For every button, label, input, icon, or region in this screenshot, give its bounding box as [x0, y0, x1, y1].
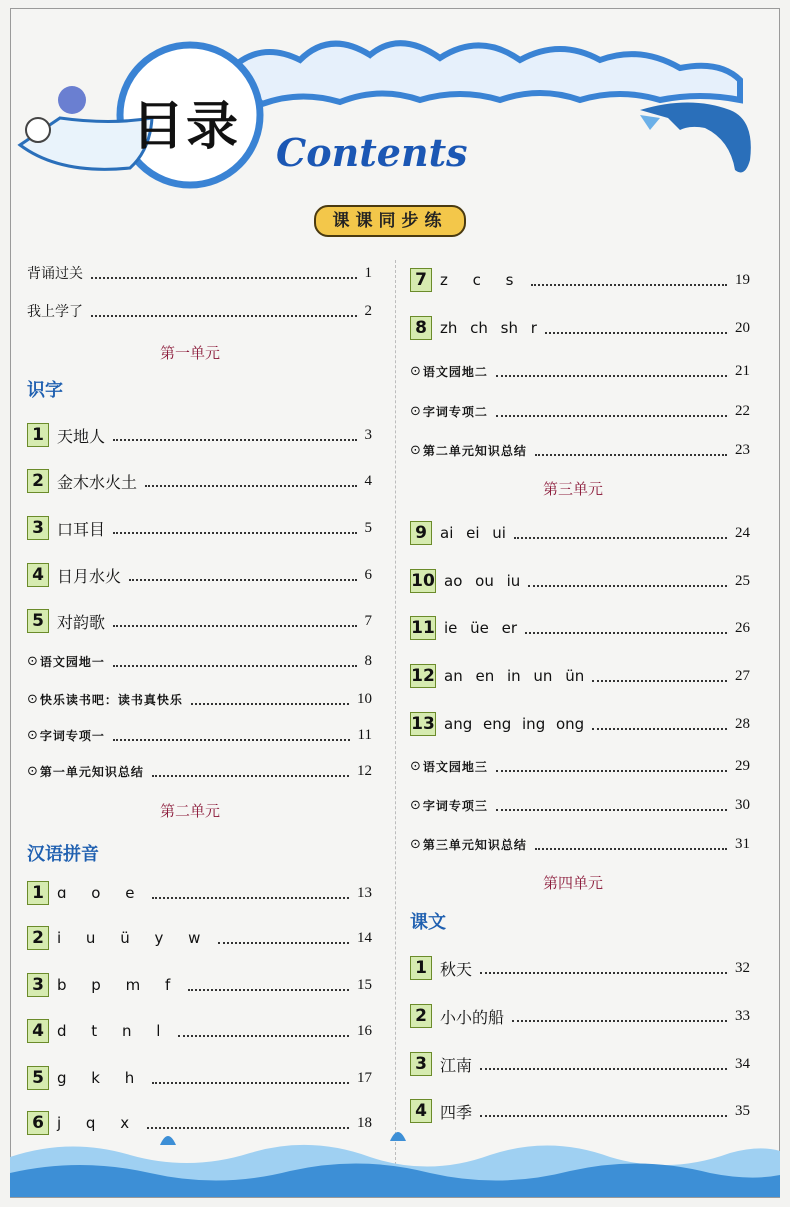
entry-title: an en in un ün: [444, 667, 585, 685]
entry-title: 对韵歌: [57, 612, 106, 632]
entry-title: 第一单元知识总结: [39, 764, 144, 779]
toc-entry[interactable]: [27, 878, 372, 908]
toc-entry[interactable]: [410, 953, 750, 983]
lesson-number: 1: [410, 956, 432, 980]
entry-title: 江南: [440, 1055, 473, 1075]
leader-dots: [91, 276, 357, 279]
toc-entry[interactable]: [410, 1049, 750, 1079]
target-icon: ⊙: [27, 727, 38, 743]
dolphin-icon: [640, 103, 751, 173]
leader-dots: [592, 727, 727, 730]
entry-title: ɑ o e: [57, 884, 145, 902]
page-number: 34: [735, 1055, 750, 1072]
leader-dots: [113, 738, 350, 741]
page-number: 1: [364, 264, 372, 281]
page-number: 10: [357, 690, 372, 707]
toc-entry[interactable]: [27, 1016, 372, 1046]
page-number: 19: [735, 271, 750, 288]
toc-entry[interactable]: [410, 1001, 750, 1031]
page-number: 14: [357, 929, 372, 946]
lesson-number: 11: [411, 618, 435, 638]
toc-entry[interactable]: [27, 258, 372, 288]
page-number: 3: [364, 426, 372, 443]
page-number: 27: [735, 667, 750, 684]
leader-dots: [535, 847, 727, 850]
entry-title: z c s: [440, 271, 524, 289]
category-heading: 识字: [27, 380, 63, 401]
target-icon: ⊙: [410, 836, 421, 852]
page-number: 17: [357, 1069, 372, 1086]
leader-dots: [152, 896, 349, 899]
page-number: 26: [735, 619, 750, 636]
page-number: 22: [735, 402, 750, 419]
unit-heading: 第一单元: [160, 344, 221, 362]
page-number: 24: [735, 524, 750, 541]
entry-title: 秋天: [440, 959, 473, 979]
unit-heading: 第三单元: [543, 480, 604, 498]
target-icon: ⊙: [27, 691, 38, 707]
leader-dots: [512, 1019, 727, 1022]
leader-dots: [496, 808, 727, 811]
section-badge: 课课同步练: [314, 205, 466, 237]
entry-title: ie üe er: [444, 619, 518, 637]
lesson-number: 3: [27, 516, 49, 540]
page-number: 2: [364, 302, 372, 319]
toc-entry[interactable]: [27, 560, 372, 590]
category-heading: 课文: [410, 912, 446, 933]
target-icon: ⊙: [410, 797, 421, 813]
target-icon: ⊙: [27, 653, 38, 669]
toc-entry[interactable]: [410, 613, 750, 643]
entry-title: zh ch sh r: [440, 319, 537, 337]
leader-dots: [145, 484, 356, 487]
leader-dots: [152, 774, 349, 777]
leader-dots: [545, 331, 727, 334]
entry-title: 我上学了: [27, 304, 83, 320]
toc-entry[interactable]: [410, 829, 750, 859]
toc-entry[interactable]: [410, 566, 750, 596]
page-number: 11: [357, 726, 372, 743]
entry-title: 天地人: [57, 426, 106, 446]
target-icon: ⊙: [27, 763, 38, 779]
wave-front-icon: [10, 1163, 780, 1197]
toc-entry[interactable]: [27, 296, 372, 326]
leader-dots: [113, 438, 356, 441]
entry-title: 背诵过关: [27, 266, 83, 282]
leader-dots: [528, 584, 727, 587]
lesson-number: 1: [27, 423, 49, 447]
target-icon: ⊙: [410, 758, 421, 774]
entry-title: 语文园地二: [422, 364, 488, 379]
leader-dots: [592, 679, 727, 682]
entry-title: 第二单元知识总结: [422, 443, 527, 458]
page-title: 目录: [132, 97, 241, 157]
entry-title: ao ou iu: [444, 572, 521, 590]
page-number: 28: [735, 715, 750, 732]
toc-entry[interactable]: [27, 1063, 372, 1093]
wave-decoration: [10, 1114, 780, 1197]
leader-dots: [152, 1081, 349, 1084]
entry-title: 字词专项二: [422, 404, 488, 419]
leader-dots: [218, 941, 349, 944]
page-number: 32: [735, 959, 750, 976]
leader-dots: [91, 314, 357, 317]
page-number: 12: [357, 762, 372, 779]
toc-entry[interactable]: [27, 756, 372, 786]
lesson-number: 5: [27, 609, 49, 633]
toc-entry[interactable]: [27, 720, 372, 750]
leader-dots: [480, 971, 727, 974]
lesson-number: 2: [27, 469, 49, 493]
droplet-icon: [160, 1136, 176, 1145]
lesson-number: 4: [27, 1019, 49, 1043]
leader-dots: [514, 536, 727, 539]
entry-title: 字词专项三: [422, 798, 488, 813]
leader-dots: [496, 414, 727, 417]
page-number: 25: [735, 572, 750, 589]
page-number: 30: [735, 796, 750, 813]
toc-entry[interactable]: [410, 435, 750, 465]
lesson-number: 2: [410, 1004, 432, 1028]
toc-entry[interactable]: [410, 396, 750, 426]
splash-icon: [640, 115, 660, 130]
entry-title: d t n l: [57, 1022, 171, 1040]
leader-dots: [496, 769, 727, 772]
leader-dots: [188, 988, 349, 991]
lesson-number: 9: [410, 521, 432, 545]
toc-entry[interactable]: [410, 790, 750, 820]
toc-entry[interactable]: [410, 356, 750, 386]
page-number: 21: [735, 362, 750, 379]
lesson-number: 3: [27, 973, 49, 997]
leader-dots: [496, 374, 727, 377]
page-number: 16: [357, 1022, 372, 1039]
toc-entry[interactable]: [410, 751, 750, 781]
entry-title: 语文园地三: [422, 759, 488, 774]
toc-entry[interactable]: [27, 684, 372, 714]
entry-title: j q x: [57, 1114, 140, 1132]
elephant-icon: [58, 86, 86, 114]
lesson-number: 7: [410, 268, 432, 292]
droplet-icon: [390, 1132, 406, 1141]
target-icon: ⊙: [410, 403, 421, 419]
leader-dots: [129, 578, 356, 581]
leader-dots: [113, 664, 357, 667]
page-number: 35: [735, 1102, 750, 1119]
entry-title: 快乐读书吧：读书真快乐: [39, 692, 183, 707]
lesson-number: 3: [410, 1052, 432, 1076]
page-number: 29: [735, 757, 750, 774]
lesson-number: 13: [411, 714, 435, 734]
toc-entry[interactable]: [27, 970, 372, 1000]
dog-icon: [26, 118, 50, 142]
leader-dots: [525, 631, 727, 634]
lesson-number: 2: [27, 926, 49, 950]
page-number: 20: [735, 319, 750, 336]
toc-entry[interactable]: [27, 466, 372, 496]
unit-heading: 第四单元: [543, 874, 604, 892]
target-icon: ⊙: [410, 363, 421, 379]
leader-dots: [178, 1034, 349, 1037]
entry-title: 小小的船: [440, 1007, 505, 1027]
toc-entry[interactable]: [27, 420, 372, 450]
entry-title: 金木水火土: [57, 472, 138, 492]
lesson-number: 5: [27, 1066, 49, 1090]
page-number: 6: [364, 566, 372, 583]
leader-dots: [191, 702, 349, 705]
toc-entry[interactable]: [410, 265, 750, 295]
lesson-number: 12: [411, 666, 435, 686]
toc-entry[interactable]: [27, 513, 372, 543]
lesson-number: 4: [410, 1099, 432, 1123]
leader-dots: [113, 624, 356, 627]
page-number: 18: [357, 1114, 372, 1131]
page-number: 5: [364, 519, 372, 536]
category-heading: 汉语拼音: [27, 844, 99, 865]
lesson-number: 10: [411, 571, 435, 591]
leader-dots: [531, 283, 727, 286]
entry-title: 第三单元知识总结: [422, 837, 527, 852]
page-number: 8: [364, 652, 372, 669]
unit-heading: 第二单元: [160, 802, 221, 820]
toc-entry[interactable]: [27, 646, 372, 676]
entry-title: b p m f: [57, 976, 181, 994]
entry-title: ai ei ui: [440, 524, 506, 542]
entry-title: i u ü y w: [57, 929, 211, 947]
page-number: 31: [735, 835, 750, 852]
leader-dots: [480, 1067, 727, 1070]
page-number: 4: [364, 472, 372, 489]
page-title-english: Contents: [276, 130, 468, 175]
toc-entry[interactable]: [27, 923, 372, 953]
entry-title: ang eng ing ong: [444, 715, 585, 733]
entry-title: g k h: [57, 1069, 145, 1087]
leader-dots: [535, 453, 727, 456]
entry-title: 口耳目: [57, 519, 106, 539]
lesson-number: 1: [27, 881, 49, 905]
toc-entry[interactable]: [410, 709, 750, 739]
target-icon: ⊙: [410, 442, 421, 458]
page-number: 23: [735, 441, 750, 458]
toc-entry[interactable]: [410, 661, 750, 691]
lesson-number: 4: [27, 563, 49, 587]
entry-title: 四季: [440, 1102, 473, 1122]
lesson-number: 8: [410, 316, 432, 340]
toc-entry[interactable]: [410, 518, 750, 548]
page-number: 13: [357, 884, 372, 901]
column-divider: [395, 260, 396, 1165]
page-number: 15: [357, 976, 372, 993]
toc-entry[interactable]: [410, 313, 750, 343]
leader-dots: [113, 531, 356, 534]
page-number: 7: [364, 612, 372, 629]
page-number: 33: [735, 1007, 750, 1024]
entry-title: 字词专项一: [39, 728, 105, 743]
entry-title: 日月水火: [57, 566, 122, 586]
cloud-band-icon: [230, 43, 740, 104]
toc-entry[interactable]: [27, 606, 372, 636]
lesson-number: 6: [27, 1111, 49, 1135]
entry-title: 语文园地一: [39, 654, 105, 669]
